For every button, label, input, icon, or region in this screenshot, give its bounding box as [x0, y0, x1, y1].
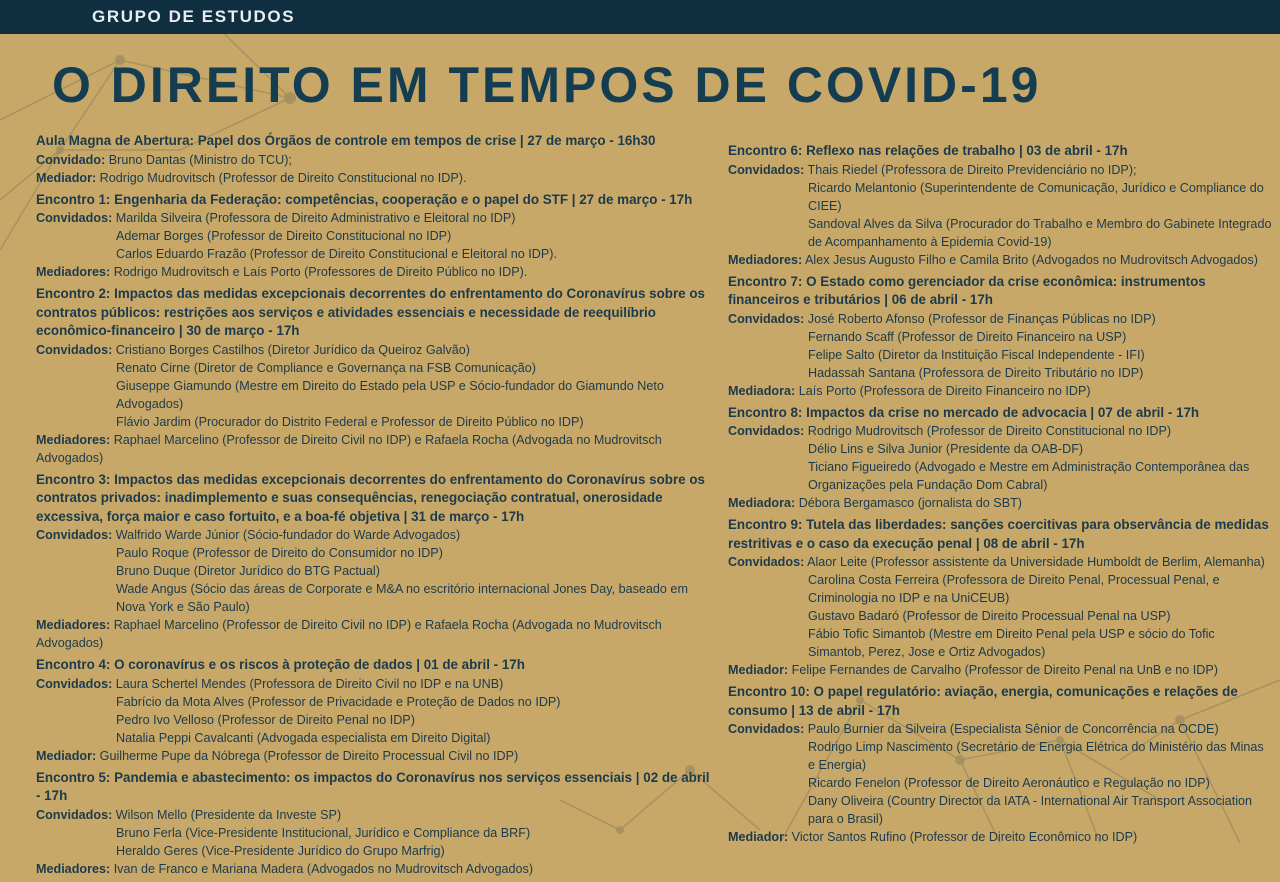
participant-line	[36, 359, 716, 377]
role-label: Mediador:	[36, 170, 97, 185]
role-label: Convidados:	[36, 211, 113, 225]
participant-line	[36, 616, 716, 652]
participant-text: Heraldo Geres (Vice-Presidente Jurídico do Grupo Marfrig)	[116, 843, 445, 858]
participant-text: Ademar Borges (Professor de Direito Constitucional no IDP)	[116, 229, 452, 243]
participant-line	[36, 377, 716, 413]
participant-text: Laura Schertel Mendes (Professora de Direito Civil no IDP e na UNB)	[115, 676, 504, 691]
participant-text: Wilson Mello (Presidente da Investe SP)	[115, 807, 342, 822]
participant-text: Sandoval Alves da Silva (Procurador do Trabalho e Membro do Gabinete Integrado de Acompanhamento à Epidemia Covid-19)	[808, 216, 1272, 249]
participant-text: Alex Jesus Augusto Filho e Camila Brito (Advogados no Mudrovitsch Advogados)	[805, 252, 1258, 267]
session-block	[36, 191, 716, 282]
participant-text: Carlos Eduardo Frazão (Professor de Direito Constitucional e Eleitoral no IDP).	[116, 247, 557, 261]
session-block	[36, 285, 716, 467]
participant-line	[728, 738, 1273, 774]
header-bar	[0, 0, 1280, 34]
participant-text: Rodrigo Mudrovitsch e Laís Porto (Professores de Direito Público no IDP).	[113, 265, 528, 279]
role-label: Mediador:	[728, 663, 789, 677]
participant-text: Ricardo Fenelon (Professor de Direito Aeronáutico e Regulação no IDP)	[808, 776, 1210, 790]
participant-text: Cristiano Borges Castilhos (Diretor Jurídico da Queiroz Galvão)	[115, 342, 470, 357]
participant-line	[728, 625, 1273, 661]
participant-line	[728, 161, 1273, 179]
participant-text: Délio Lins e Silva Junior (Presidente da OAB-DF)	[808, 442, 1084, 456]
participant-text: Dany Oliveira (Country Director da IATA - International Air Transport Association para o Brasil)	[808, 794, 1252, 826]
participant-text: Débora Bergamasco (jornalista do SBT)	[798, 496, 1022, 510]
participant-line	[36, 729, 716, 747]
participant-text: Victor Santos Rufino (Professor de Direito Econômico no IDP)	[791, 830, 1138, 844]
participant-line	[728, 179, 1273, 215]
participant-line	[728, 607, 1273, 625]
session-title: Encontro 10: O papel regulatório: aviação, energia, comunicações e relações de consumo | 13 de abril - 17h	[728, 684, 1238, 718]
session-title: Encontro 8: Impactos da crise no mercado de advocacia | 07 de abril - 17h	[728, 404, 1200, 420]
participant-line	[36, 263, 716, 281]
participant-text: Bruno Duque (Diretor Jurídico do BTG Pactual)	[116, 564, 380, 578]
participant-line	[728, 720, 1273, 738]
participant-line	[728, 382, 1273, 400]
participant-line	[36, 562, 716, 580]
session-block	[728, 404, 1273, 513]
participant-line	[36, 675, 716, 693]
session-title: Encontro 5: Pandemia e abastecimento: os impactos do Coronavírus nos serviços essenciais | 02 de abril - 17h	[36, 769, 710, 803]
participant-text: Alaor Leite (Professor assistente da Universidade Humboldt de Berlim, Alemanha)	[807, 555, 1265, 569]
session-block	[728, 142, 1273, 269]
participant-text: Hadassah Santana (Professora de Direito Tributário no IDP)	[808, 365, 1144, 380]
session-block	[728, 273, 1273, 400]
participant-line	[36, 526, 716, 544]
participant-text: Giuseppe Giamundo (Mestre em Direito do Estado pela USP e Sócio-fundador do Giamundo Neto Advogados)	[116, 378, 664, 411]
participant-text: Wade Angus (Sócio das áreas de Corporate e M&A no escritório internacional Jones Day, baseado em Nova York e São Paulo)	[116, 582, 688, 614]
participant-line	[728, 494, 1273, 512]
participant-text: Rodrigo Limp Nascimento (Secretário de Energia Elétrica do Ministério das Minas e Energia)	[808, 740, 1264, 772]
participant-line	[36, 693, 716, 711]
participant-line	[728, 571, 1273, 607]
participant-text: Gustavo Badaró (Professor de Direito Processual Penal na USP)	[808, 609, 1171, 623]
participant-line	[36, 860, 716, 878]
role-label: Convidados:	[728, 311, 805, 326]
participant-line	[728, 310, 1273, 328]
participant-line	[36, 341, 716, 359]
participant-line	[728, 422, 1273, 440]
participant-line	[728, 458, 1273, 494]
participant-text: Carolina Costa Ferreira (Professora de Direito Penal, Processual Penal, e Criminologia no IDP e na UniCEUB)	[808, 573, 1220, 605]
participant-line	[728, 251, 1273, 269]
session-block	[36, 656, 716, 765]
participant-text: Felipe Fernandes de Carvalho (Professor de Direito Penal na UnB e no IDP)	[791, 663, 1218, 677]
participant-line	[36, 209, 716, 227]
role-label: Mediadores:	[36, 432, 111, 447]
role-label: Convidados:	[36, 342, 113, 357]
participant-line	[36, 580, 716, 616]
role-label: Convidado:	[36, 152, 106, 167]
session-block	[36, 769, 716, 878]
role-label: Convidados:	[728, 424, 805, 438]
participant-text: Thais Riedel (Professora de Direito Previdenciário no IDP);	[807, 162, 1137, 177]
left-column	[36, 132, 716, 882]
participant-line	[36, 431, 716, 467]
participant-text: Laís Porto (Professora de Direito Financeiro no IDP)	[798, 383, 1091, 398]
participant-line	[36, 227, 716, 245]
participant-text: Paulo Roque (Professor de Direito do Consumidor no IDP)	[116, 546, 443, 560]
role-label: Convidados:	[36, 528, 113, 542]
participant-line	[36, 544, 716, 562]
participant-text: Rodrigo Mudrovitsch (Professor de Direito Constitucional no IDP).	[99, 170, 467, 185]
role-label: Mediadora:	[728, 383, 796, 398]
participant-text: Raphael Marcelino (Professor de Direito Civil no IDP) e Rafaela Rocha (Advogada no Mudrovitsch Advogados)	[36, 432, 662, 465]
right-column	[728, 142, 1273, 850]
participant-line	[728, 328, 1273, 346]
participant-line	[728, 792, 1273, 828]
participant-text: Bruno Ferla (Vice-Presidente Institucional, Jurídico e Compliance da BRF)	[116, 825, 531, 840]
participant-line	[36, 711, 716, 729]
participant-line	[728, 661, 1273, 679]
session-title: Encontro 9: Tutela das liberdades: sanções coercitivas para observância de medidas restritivas e o caso da execução penal | 08 de abril - 17h	[728, 517, 1269, 551]
participant-text: Guilherme Pupe da Nóbrega (Professor de Direito Processual Civil no IDP)	[99, 748, 519, 763]
session-title: Aula Magna de Abertura: Papel dos Órgãos de controle em tempos de crise | 27 de março - 16h30	[36, 133, 656, 148]
participant-text: Paulo Burnier da Silveira (Especialista Sênior de Concorrência na OCDE)	[807, 722, 1219, 736]
participant-text: Ricardo Melantonio (Superintendente de Comunicação, Jurídico e Compliance do CIEE)	[808, 180, 1264, 213]
participant-text: Raphael Marcelino (Professor de Direito Civil no IDP) e Rafaela Rocha (Advogada no Mudrovitsch Advogados)	[36, 618, 662, 650]
participant-text: Marilda Silveira (Professora de Direito Administrativo e Eleitoral no IDP)	[115, 211, 516, 225]
session-title: Encontro 3: Impactos das medidas excepcionais decorrentes do enfrentamento do Coronavírus sobre os contratos privados: inadimplemento e suas consequências, renegociação contratual, onerosidade excessiva, força maior e caso fortuito, e a boa-fé objetiva | 31 de março - 17h	[36, 471, 705, 524]
role-label: Convidados:	[728, 162, 805, 177]
role-label: Convidados:	[728, 722, 805, 736]
participant-text: José Roberto Afonso (Professor de Finanças Públicas no IDP)	[807, 311, 1156, 326]
participant-line	[36, 824, 716, 842]
participant-text: Renato Cirne (Diretor de Compliance e Governança na FSB Comunicação)	[116, 360, 536, 375]
role-label: Mediadores:	[728, 252, 803, 267]
participant-text: Ticiano Figueiredo (Advogado e Mestre em Administração Contemporânea das Organizações pela Fundação Dom Cabral)	[808, 460, 1250, 492]
role-label: Mediadores:	[36, 861, 111, 876]
participant-line	[728, 440, 1273, 458]
session-title: Encontro 4: O coronavírus e os riscos à proteção de dados | 01 de abril - 17h	[36, 657, 525, 672]
participant-line	[36, 842, 716, 860]
participant-text: Bruno Dantas (Ministro do TCU);	[108, 152, 292, 167]
participant-line	[36, 245, 716, 263]
participant-text: Felipe Salto (Diretor da Instituição Fiscal Independente - IFI)	[808, 347, 1145, 362]
participant-text: Fabrício da Mota Alves (Professor de Privacidade e Proteção de Dados no IDP)	[116, 694, 561, 709]
participant-line	[36, 806, 716, 824]
participant-line	[728, 215, 1273, 251]
participant-line	[728, 828, 1273, 846]
participant-text: Fernando Scaff (Professor de Direito Financeiro na USP)	[808, 329, 1127, 344]
participant-line	[36, 151, 716, 169]
session-block	[36, 132, 716, 187]
session-block	[36, 471, 716, 653]
header-label: GRUPO DE ESTUDOS	[92, 7, 296, 26]
participant-line	[728, 364, 1273, 382]
role-label: Mediadores:	[36, 265, 111, 279]
session-title: Encontro 7: O Estado como gerenciador da crise econômica: instrumentos financeiros e tributários | 06 de abril - 17h	[728, 273, 1206, 307]
participant-text: Walfrido Warde Júnior (Sócio-fundador do Warde Advogados)	[115, 528, 461, 542]
participant-line	[36, 413, 716, 431]
role-label: Mediador:	[728, 830, 789, 844]
participant-text: Natalia Peppi Cavalcanti (Advogada especialista em Direito Digital)	[116, 730, 491, 745]
page-title: O DIREITO EM TEMPOS DE COVID-19	[52, 57, 1042, 113]
participant-text: Ivan de Franco e Mariana Madera (Advogados no Mudrovitsch Advogados)	[113, 861, 534, 876]
session-block	[728, 683, 1273, 846]
participant-line	[728, 774, 1273, 792]
session-title: Encontro 2: Impactos das medidas excepcionais decorrentes do enfrentamento do Coronavírus sobre os contratos públicos: restrições aos serviços e atividades essenciais e necessidade de reequilíbrio econômico-financeiro | 30 de março - 17h	[36, 286, 705, 338]
participant-text: Flávio Jardim (Procurador do Distrito Federal e Professor de Direito Público no IDP)	[116, 414, 584, 429]
participant-text: Rodrigo Mudrovitsch (Professor de Direito Constitucional no IDP)	[807, 424, 1172, 438]
participant-line	[36, 169, 716, 187]
role-label: Convidados:	[36, 676, 113, 691]
participant-line	[728, 346, 1273, 364]
session-title: Encontro 6: Reflexo nas relações de trabalho | 03 de abril - 17h	[728, 143, 1128, 158]
participant-text: Fábio Tofic Simantob (Mestre em Direito Penal pela USP e sócio do Tofic Simantob, Perez, Jose e Ortiz Advogados)	[808, 627, 1215, 659]
participant-text: Pedro Ivo Velloso (Professor de Direito Penal no IDP)	[116, 712, 415, 727]
role-label: Convidados:	[36, 807, 113, 822]
session-title: Encontro 1: Engenharia da Federação: competências, cooperação e o papel do STF | 27 de março - 17h	[36, 191, 693, 207]
role-label: Mediadora:	[728, 496, 796, 510]
role-label: Mediadores:	[36, 618, 111, 632]
participant-line	[36, 747, 716, 765]
session-block	[728, 516, 1273, 679]
role-label: Mediador:	[36, 748, 97, 763]
role-label: Convidados:	[728, 555, 805, 569]
participant-line	[728, 553, 1273, 571]
